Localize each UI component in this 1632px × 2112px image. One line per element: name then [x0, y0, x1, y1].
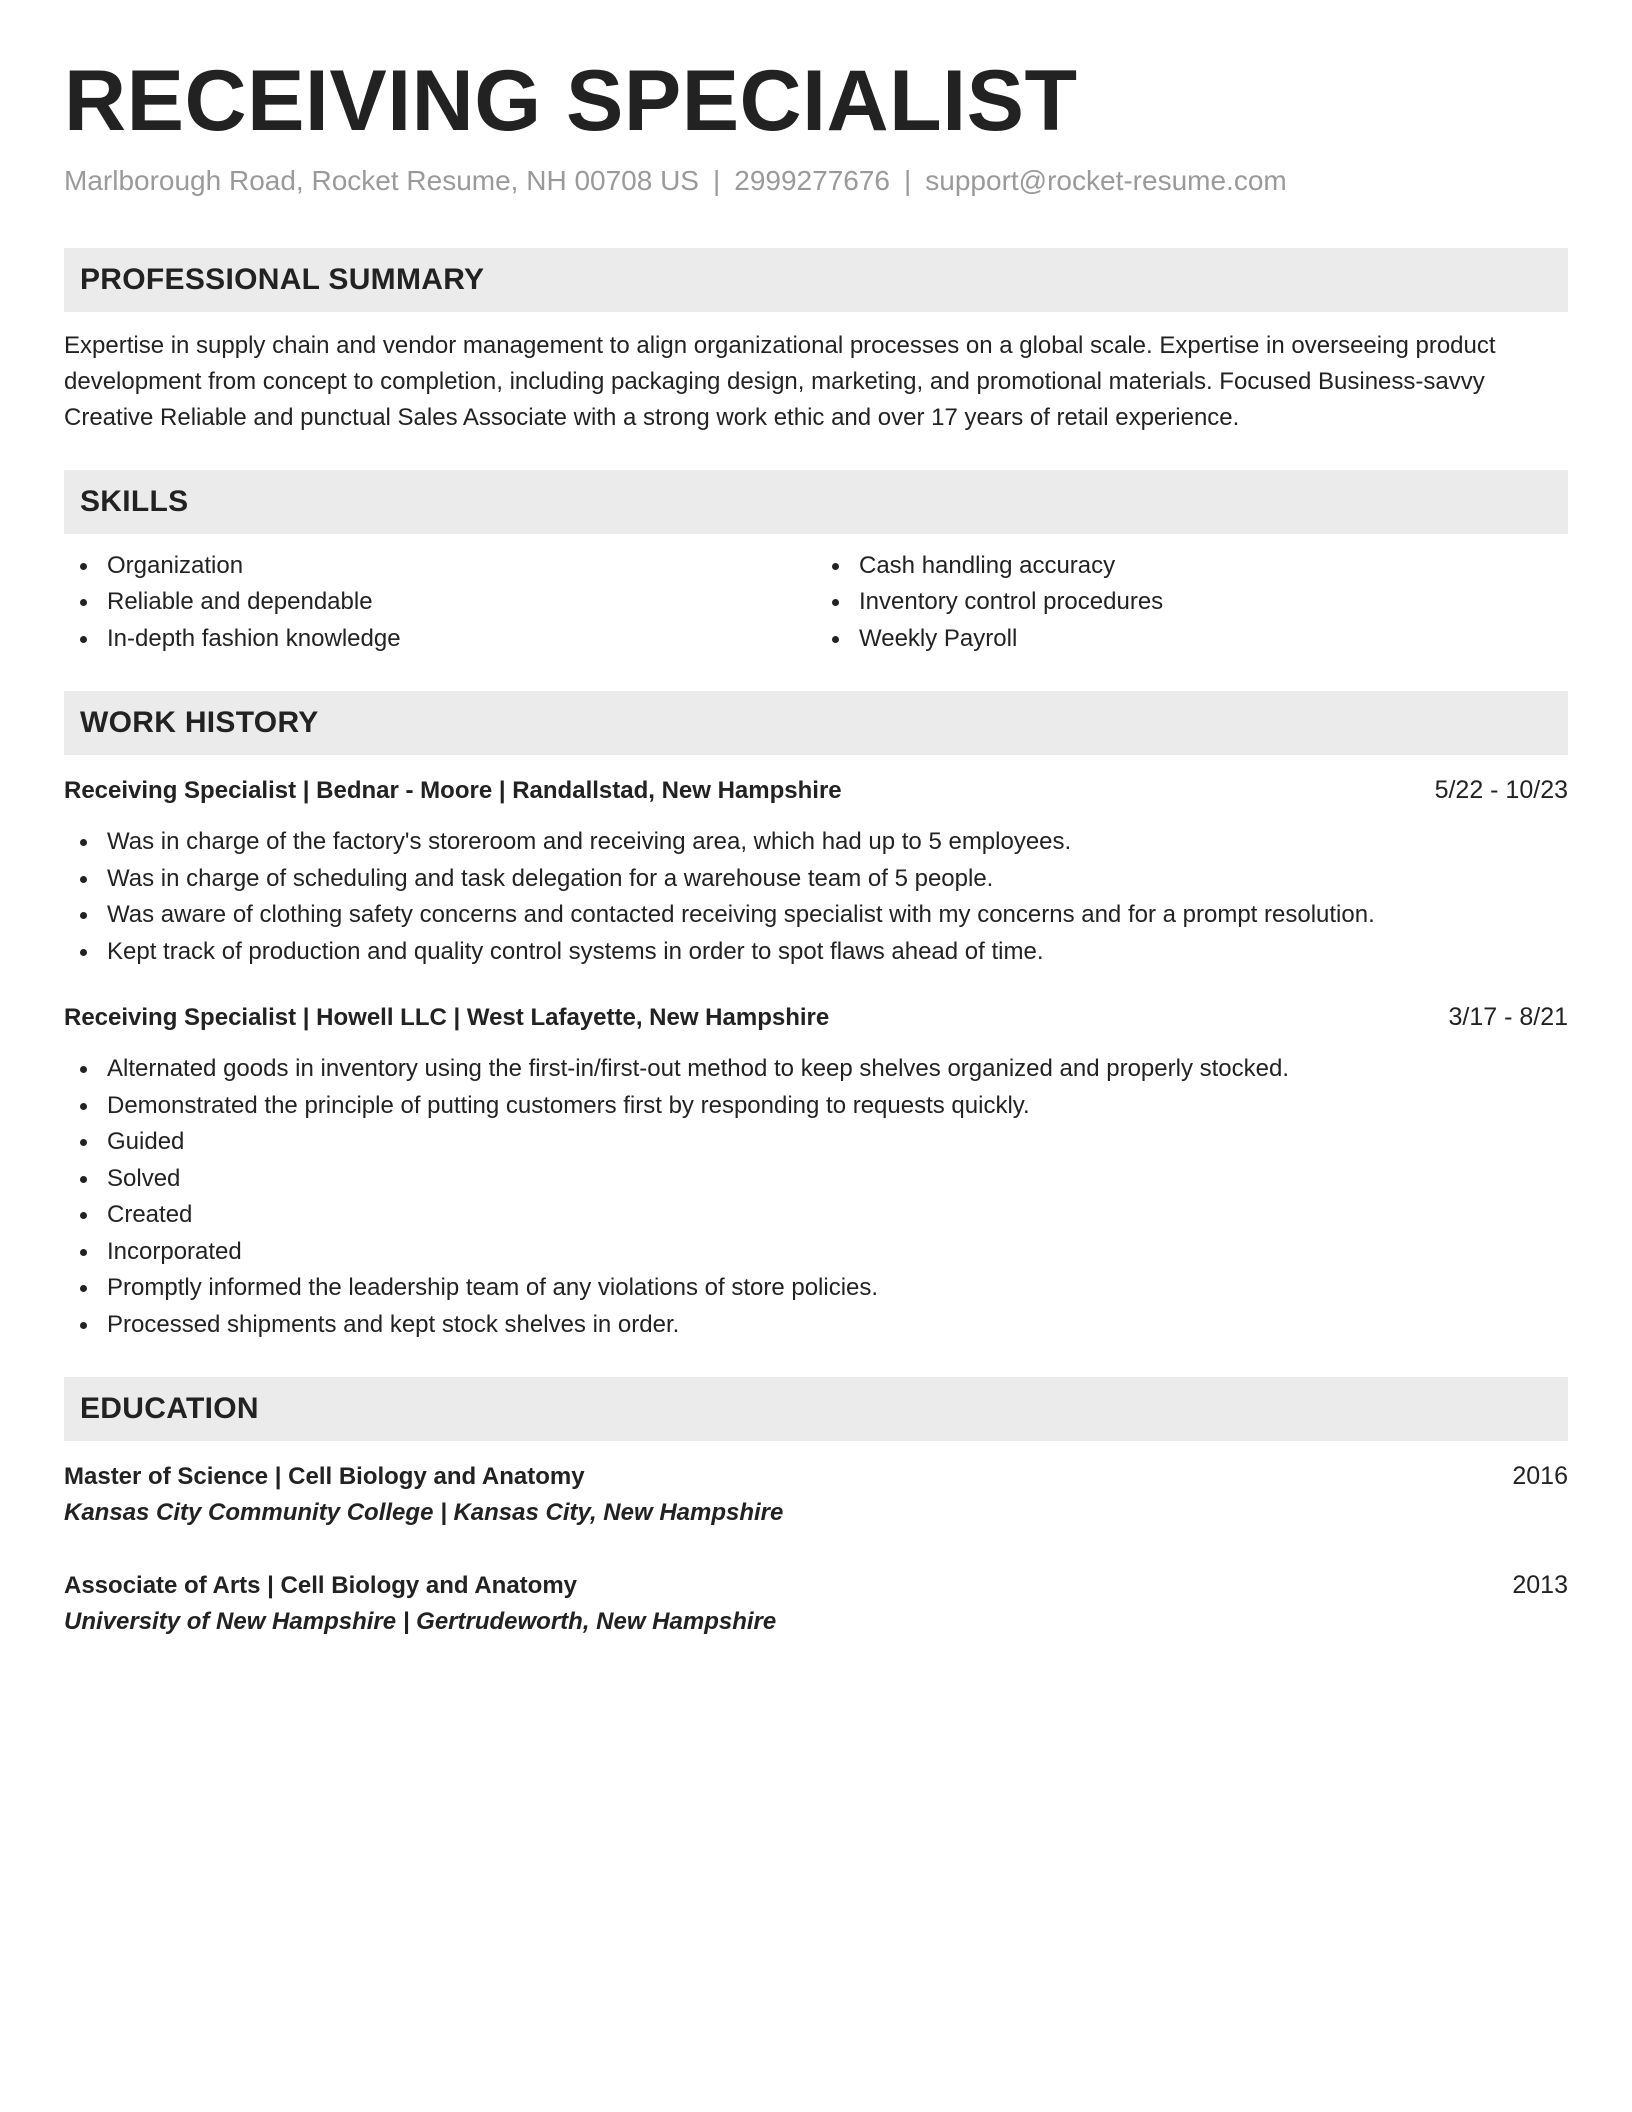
- section-header-work-history: [64, 691, 1568, 755]
- contact-separator: |: [712, 165, 721, 197]
- education-school: Kansas City Community College | Kansas City, New Hampshire: [64, 1499, 784, 1527]
- job-header: [64, 773, 1568, 808]
- section-header-education: [64, 1377, 1568, 1441]
- job-bullet: Incorporated: [107, 1234, 1568, 1271]
- job-title: Receiving Specialist | Howell LLC | West Lafayette, New Hampshire: [64, 1004, 830, 1032]
- job-bullet: Kept track of production and quality control systems in order to spot flaws ahead of time.: [107, 934, 1568, 971]
- job-bullets: [64, 824, 1568, 970]
- skill-item: Weekly Payroll: [859, 621, 1568, 658]
- job-entry: [64, 1000, 1568, 1343]
- job-entry: [64, 773, 1568, 970]
- job-bullet: Was aware of clothing safety concerns and contacted receiving specialist with my concerns and for a prompt resolution.: [107, 897, 1568, 934]
- job-title: Receiving Specialist | Bednar - Moore | Randallstad, New Hampshire: [64, 777, 842, 805]
- contact-separator: |: [904, 165, 912, 197]
- skill-item: Inventory control procedures: [859, 584, 1568, 621]
- education-year: 2013: [1512, 1571, 1568, 1600]
- contact-phone: 2999277676: [734, 165, 890, 197]
- education-header: [64, 1459, 1568, 1494]
- job-bullet: Created: [107, 1197, 1568, 1234]
- section-title-skills: SKILLS: [80, 484, 189, 518]
- education-degree: Associate of Arts | Cell Biology and Anatomy: [64, 1572, 578, 1600]
- education-year: 2016: [1512, 1462, 1568, 1491]
- summary-text: Expertise in supply chain and vendor management to align organizational processes on a global scale. Expertise in overseeing product development from concept to completion, including packaging design, marketing, and promotional materials. Focused Business-savvy Creative Reliable and punctual Sales Associate with a strong work ethic and over 17 years of retail experience.: [64, 331, 1496, 431]
- job-bullet: Solved: [107, 1161, 1568, 1198]
- contact-address: Marlborough Road, Rocket Resume, NH 00708 US: [64, 165, 699, 197]
- job-bullet: Alternated goods in inventory using the first-in/first-out method to keep shelves organized and properly stocked.: [107, 1051, 1568, 1088]
- skill-item: In-depth fashion knowledge: [107, 621, 816, 658]
- section-title-education: EDUCATION: [80, 1392, 259, 1426]
- job-bullet: Guided: [107, 1124, 1568, 1161]
- skill-item: Cash handling accuracy: [859, 548, 1568, 585]
- skills-list: [64, 548, 1568, 658]
- contact-line: [64, 164, 1568, 198]
- job-dates: 3/17 - 8/21: [1448, 1003, 1568, 1032]
- education-degree: Master of Science | Cell Biology and Anatomy: [64, 1463, 585, 1491]
- job-bullet: Was in charge of scheduling and task delegation for a warehouse team of 5 people.: [107, 861, 1568, 898]
- candidate-name: RECEIVING SPECIALIST: [64, 53, 1078, 149]
- education-header: [64, 1568, 1568, 1603]
- job-bullet: Promptly informed the leadership team of any violations of store policies.: [107, 1270, 1568, 1307]
- section-title-summary: PROFESSIONAL SUMMARY: [80, 262, 485, 296]
- education-entry: [64, 1459, 1568, 1532]
- section-header-skills: [64, 470, 1568, 534]
- section-title-work-history: WORK HISTORY: [80, 706, 319, 740]
- job-bullet: Demonstrated the principle of putting customers first by responding to requests quickly.: [107, 1088, 1568, 1125]
- job-dates: 5/22 - 10/23: [1434, 776, 1568, 805]
- skill-item: Organization: [107, 548, 816, 585]
- job-bullet: Was in charge of the factory's storeroom and receiving area, which had up to 5 employees.: [107, 824, 1568, 861]
- job-bullets: [64, 1051, 1568, 1343]
- job-bullet: Processed shipments and kept stock shelves in order.: [107, 1307, 1568, 1344]
- contact-email: support@rocket-resume.com: [925, 165, 1287, 197]
- skills-column-right: [816, 548, 1568, 658]
- skill-item: Reliable and dependable: [107, 584, 816, 621]
- job-header: [64, 1000, 1568, 1035]
- section-header-summary: [64, 248, 1568, 312]
- education-school: University of New Hampshire | Gertrudeworth, New Hampshire: [64, 1608, 777, 1636]
- education-entry: [64, 1568, 1568, 1641]
- skills-column-left: [64, 548, 816, 658]
